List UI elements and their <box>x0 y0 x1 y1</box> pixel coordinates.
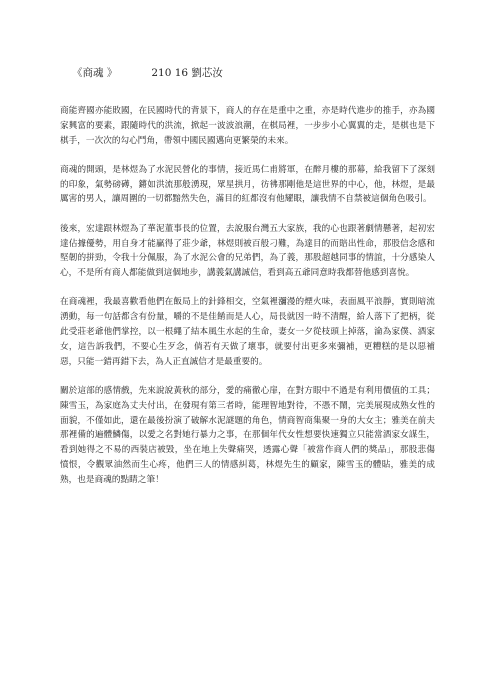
document-title: 《商魂 》 <box>72 67 118 79</box>
paragraph-intro: 商能齊國亦能敗國，在民國時代的背景下，商人的存在是重中之重，亦是時代進步的推手，亦為國家興富的要素，跟隨時代的洪流，掀起一波波浪潮，在棋局裡，一步步小心翼翼的走，是棋也是下棋手，一次次的勾心鬥角，帶領中國民國邁向更繁榮的未來。 <box>60 106 435 146</box>
author-line: 210 16 劉芯汝 <box>151 67 223 79</box>
paragraph-romance: 關於這部的感情戲，先來說說黃秋的部分，愛的痛徹心扉，在對方眼中不過是有利用價值的工具；陳雪玉，為家庭為丈夫付出，在發現有第三者時，能理智地對待，不憑不鬧，完美展現成熟女性的面貌，不僅如此，還在最後扮演了破解水泥謎題的角色，情商智商集聚一身的大女主；雅美在前夫那裡備的遍體鱗傷，以愛之名對她行暴力之事，在那個年代女性想要快速獨立只能當酒家女謀生，看到她得之不易的西裝店被毀，坐在地上失聲痛哭，透露心聲「被當作商人們的獎品」，那股悲傷憤恨，令觀眾油然而生心疼，他們三人的情感糾葛，林煜先生的顧家，陳雪玉的體貼，雅美的成熟，也是商魂的點睛之筆！ <box>60 385 435 485</box>
paragraph-opening: 商魂的開頭，是林煜為了水泥民營化的事情，接近馬仁甫將軍，在醉月樓的那幕，給我留下了深刻的印象，氣勢磅礡，鏘如洪流那般湧現，眾星拱月，彷彿那剛他是這世界的中心，他，林煜，是最厲害的男人，讓周圍的一切都黯然失色，滿目的紅都沒有他耀眼，讓我情不自禁被這個角色吸引。 <box>60 164 435 205</box>
paragraph-banquet: 在商魂裡，我最喜歡看他們在飯局上的針鋒相交，空氣裡瀰漫的煙火味，表面風平浪靜，實則暗流湧動，每一句話都含有份量，嚼的不是佳餚而是人心，局長就因一時不清醒，給人落下了把柄，從此受莊老爺他們掌控，以一根繩了結本風生水起的生命，妻女一夕從枝頭上掉落，淪為家僕、酒家女，這告訴我們，不要心生歹念，倘若有天做了壞事，就要付出更多來彌補，更糟糕的是以惡補惡，只能一錯再錯下去，為人正直誠信才是最重要的。 <box>60 297 435 367</box>
title-line <box>72 66 435 80</box>
paragraph-chairman: 後來，宏達跟林煜為了華泥董事長的位置，去說服台灣五大家族，我的心也跟著劇情懸著，起初宏達佔據優勢，用自身才能贏得了莊少爺，林煜則被百般刁難，為達目的而賠出性命，那股信念感和堅韌的拼勁，令我十分佩服，為了水泥公會的兄弟們，為了義，那股超越同事的情誼，十分感染人心，不是所有商人都能做到這個地步，講義氣講誠信，看到高五爺同意時我都替他感到喜悅。 <box>60 223 435 279</box>
